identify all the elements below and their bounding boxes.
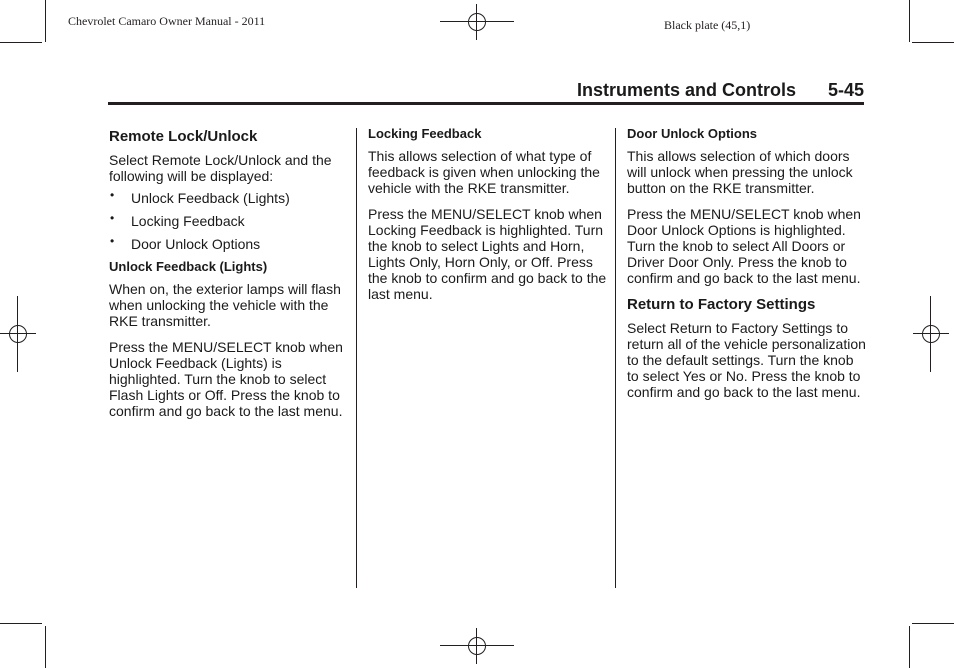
column-2 — [368, 126, 608, 308]
column-1 — [109, 126, 349, 425]
subheading-locking-feedback: Locking Feedback — [368, 126, 482, 141]
crop-mark — [45, 626, 46, 668]
list-item: • Locking Feedback — [110, 211, 245, 229]
option-list — [109, 190, 349, 252]
paragraph: Press the MENU/SELECT knob when Locking Feedback is highlighted. Turn the knob to select Lights and Horn, Lights Only, Horn Only, or Off. Press the knob to confirm and go back to the last menu. — [368, 206, 607, 302]
column-divider — [615, 128, 616, 588]
paragraph: This allows selection of which doors will unlock when pressing the unlock button on the RKE transmitter. — [627, 148, 853, 196]
paragraph: Select Return to Factory Settings to return all of the vehicle personalization to the default settings. Turn the knob to select Yes or No. Press the knob to confirm and go back to the last menu. — [627, 320, 866, 400]
plate-label-left: Chevrolet Camaro Owner Manual - 2011 — [68, 14, 266, 28]
column-divider — [356, 128, 357, 588]
bullet-icon: • — [110, 188, 115, 202]
registration-mark-icon — [913, 316, 949, 352]
heading-return-factory: Return to Factory Settings — [627, 296, 816, 313]
registration-mark-icon — [459, 4, 495, 40]
registration-line — [440, 21, 514, 22]
page-number: 5-45 — [827, 80, 864, 100]
subheading-unlock-feedback: Unlock Feedback (Lights) — [109, 259, 268, 274]
crop-mark — [0, 623, 42, 624]
intro-text: Select Remote Lock/Unlock and the following will be displayed: — [109, 152, 332, 184]
crop-mark — [45, 0, 46, 42]
page-header — [108, 80, 864, 105]
paragraph: Press the MENU/SELECT knob when Unlock Feedback (Lights) is highlighted. Turn the knob to select Flash Lights or Off. Press the knob to confirm and go back to the last menu. — [109, 339, 343, 419]
bullet-icon: • — [110, 234, 115, 248]
registration-line — [440, 645, 514, 646]
paragraph: When on, the exterior lamps will flash when unlocking the vehicle with the RKE transmitter. — [109, 281, 341, 329]
registration-mark-icon — [459, 628, 495, 664]
list-item: • Door Unlock Options — [110, 234, 261, 252]
plate-label-right: Black plate (45,1) — [664, 18, 751, 32]
crop-mark — [912, 623, 954, 624]
section-title: Instruments and Controls — [576, 80, 796, 100]
crop-mark — [0, 42, 42, 43]
column-3 — [627, 126, 867, 406]
crop-mark — [909, 0, 910, 42]
registration-line — [930, 296, 931, 372]
paragraph: Press the MENU/SELECT knob when Door Unlock Options is highlighted. Turn the knob to select All Doors or Driver Door Only. Press the knob to confirm and go back to the last menu. — [627, 206, 861, 286]
list-item: • Unlock Feedback (Lights) — [110, 188, 290, 206]
registration-line — [17, 296, 18, 372]
paragraph: This allows selection of what type of feedback is given when unlocking the vehicle with the RKE transmitter. — [368, 148, 600, 196]
subheading-door-unlock: Door Unlock Options — [627, 126, 757, 141]
bullet-icon: • — [110, 211, 115, 225]
heading-remote-lock: Remote Lock/Unlock — [109, 128, 258, 145]
crop-mark — [909, 626, 910, 668]
registration-mark-icon — [0, 316, 36, 352]
crop-mark — [912, 42, 954, 43]
